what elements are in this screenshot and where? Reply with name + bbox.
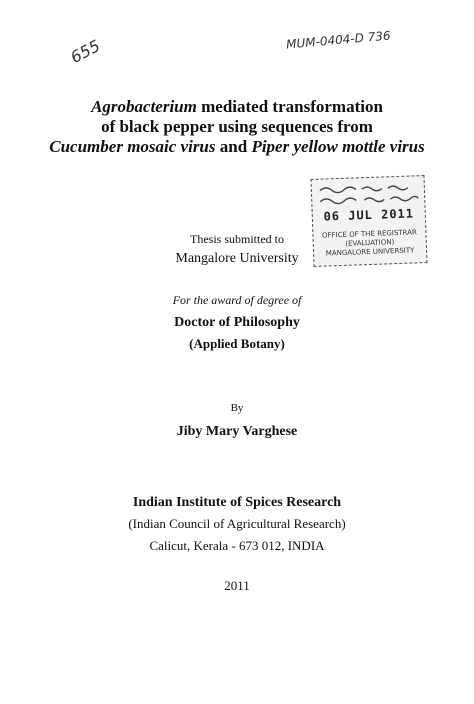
- handwritten-number: 655: [67, 35, 104, 68]
- institution-parent: (Indian Council of Agricultural Research): [128, 516, 346, 531]
- stamp-line-1: OFFICE OF THE REGISTRAR: [321, 228, 417, 240]
- stamp-date: 06 JUL 2011: [323, 206, 415, 224]
- title-line-3: Cucumber mosaic virus and Piper yellow mottle virus: [49, 137, 425, 156]
- stamp-line-3: MANGALORE UNIVERSITY: [325, 246, 415, 258]
- institution-address: Calicut, Kerala - 673 012, INDIA: [149, 538, 325, 553]
- by-label: By: [230, 402, 244, 414]
- university-name: Mangalore University: [175, 251, 299, 266]
- author-name: Jiby Mary Varghese: [176, 424, 298, 439]
- degree-name: Doctor of Philosophy: [174, 315, 300, 330]
- title-line-2: of black pepper using sequences from: [101, 117, 373, 136]
- submitted-to-label: Thesis submitted to: [190, 232, 284, 246]
- title-line-1: Agrobacterium mediated transformation: [91, 97, 383, 116]
- stamp-kannada-text: [312, 181, 425, 207]
- thesis-title: [0, 97, 474, 157]
- handwritten-accession-code: MUM-0404-D 736: [285, 28, 392, 52]
- year: 2011: [224, 578, 250, 593]
- institution-name: Indian Institute of Spices Research: [132, 495, 342, 510]
- degree-field: (Applied Botany): [189, 336, 285, 351]
- stamp-line-2: (EVALUATION): [345, 238, 395, 248]
- award-line: For the award of degree of: [172, 293, 302, 307]
